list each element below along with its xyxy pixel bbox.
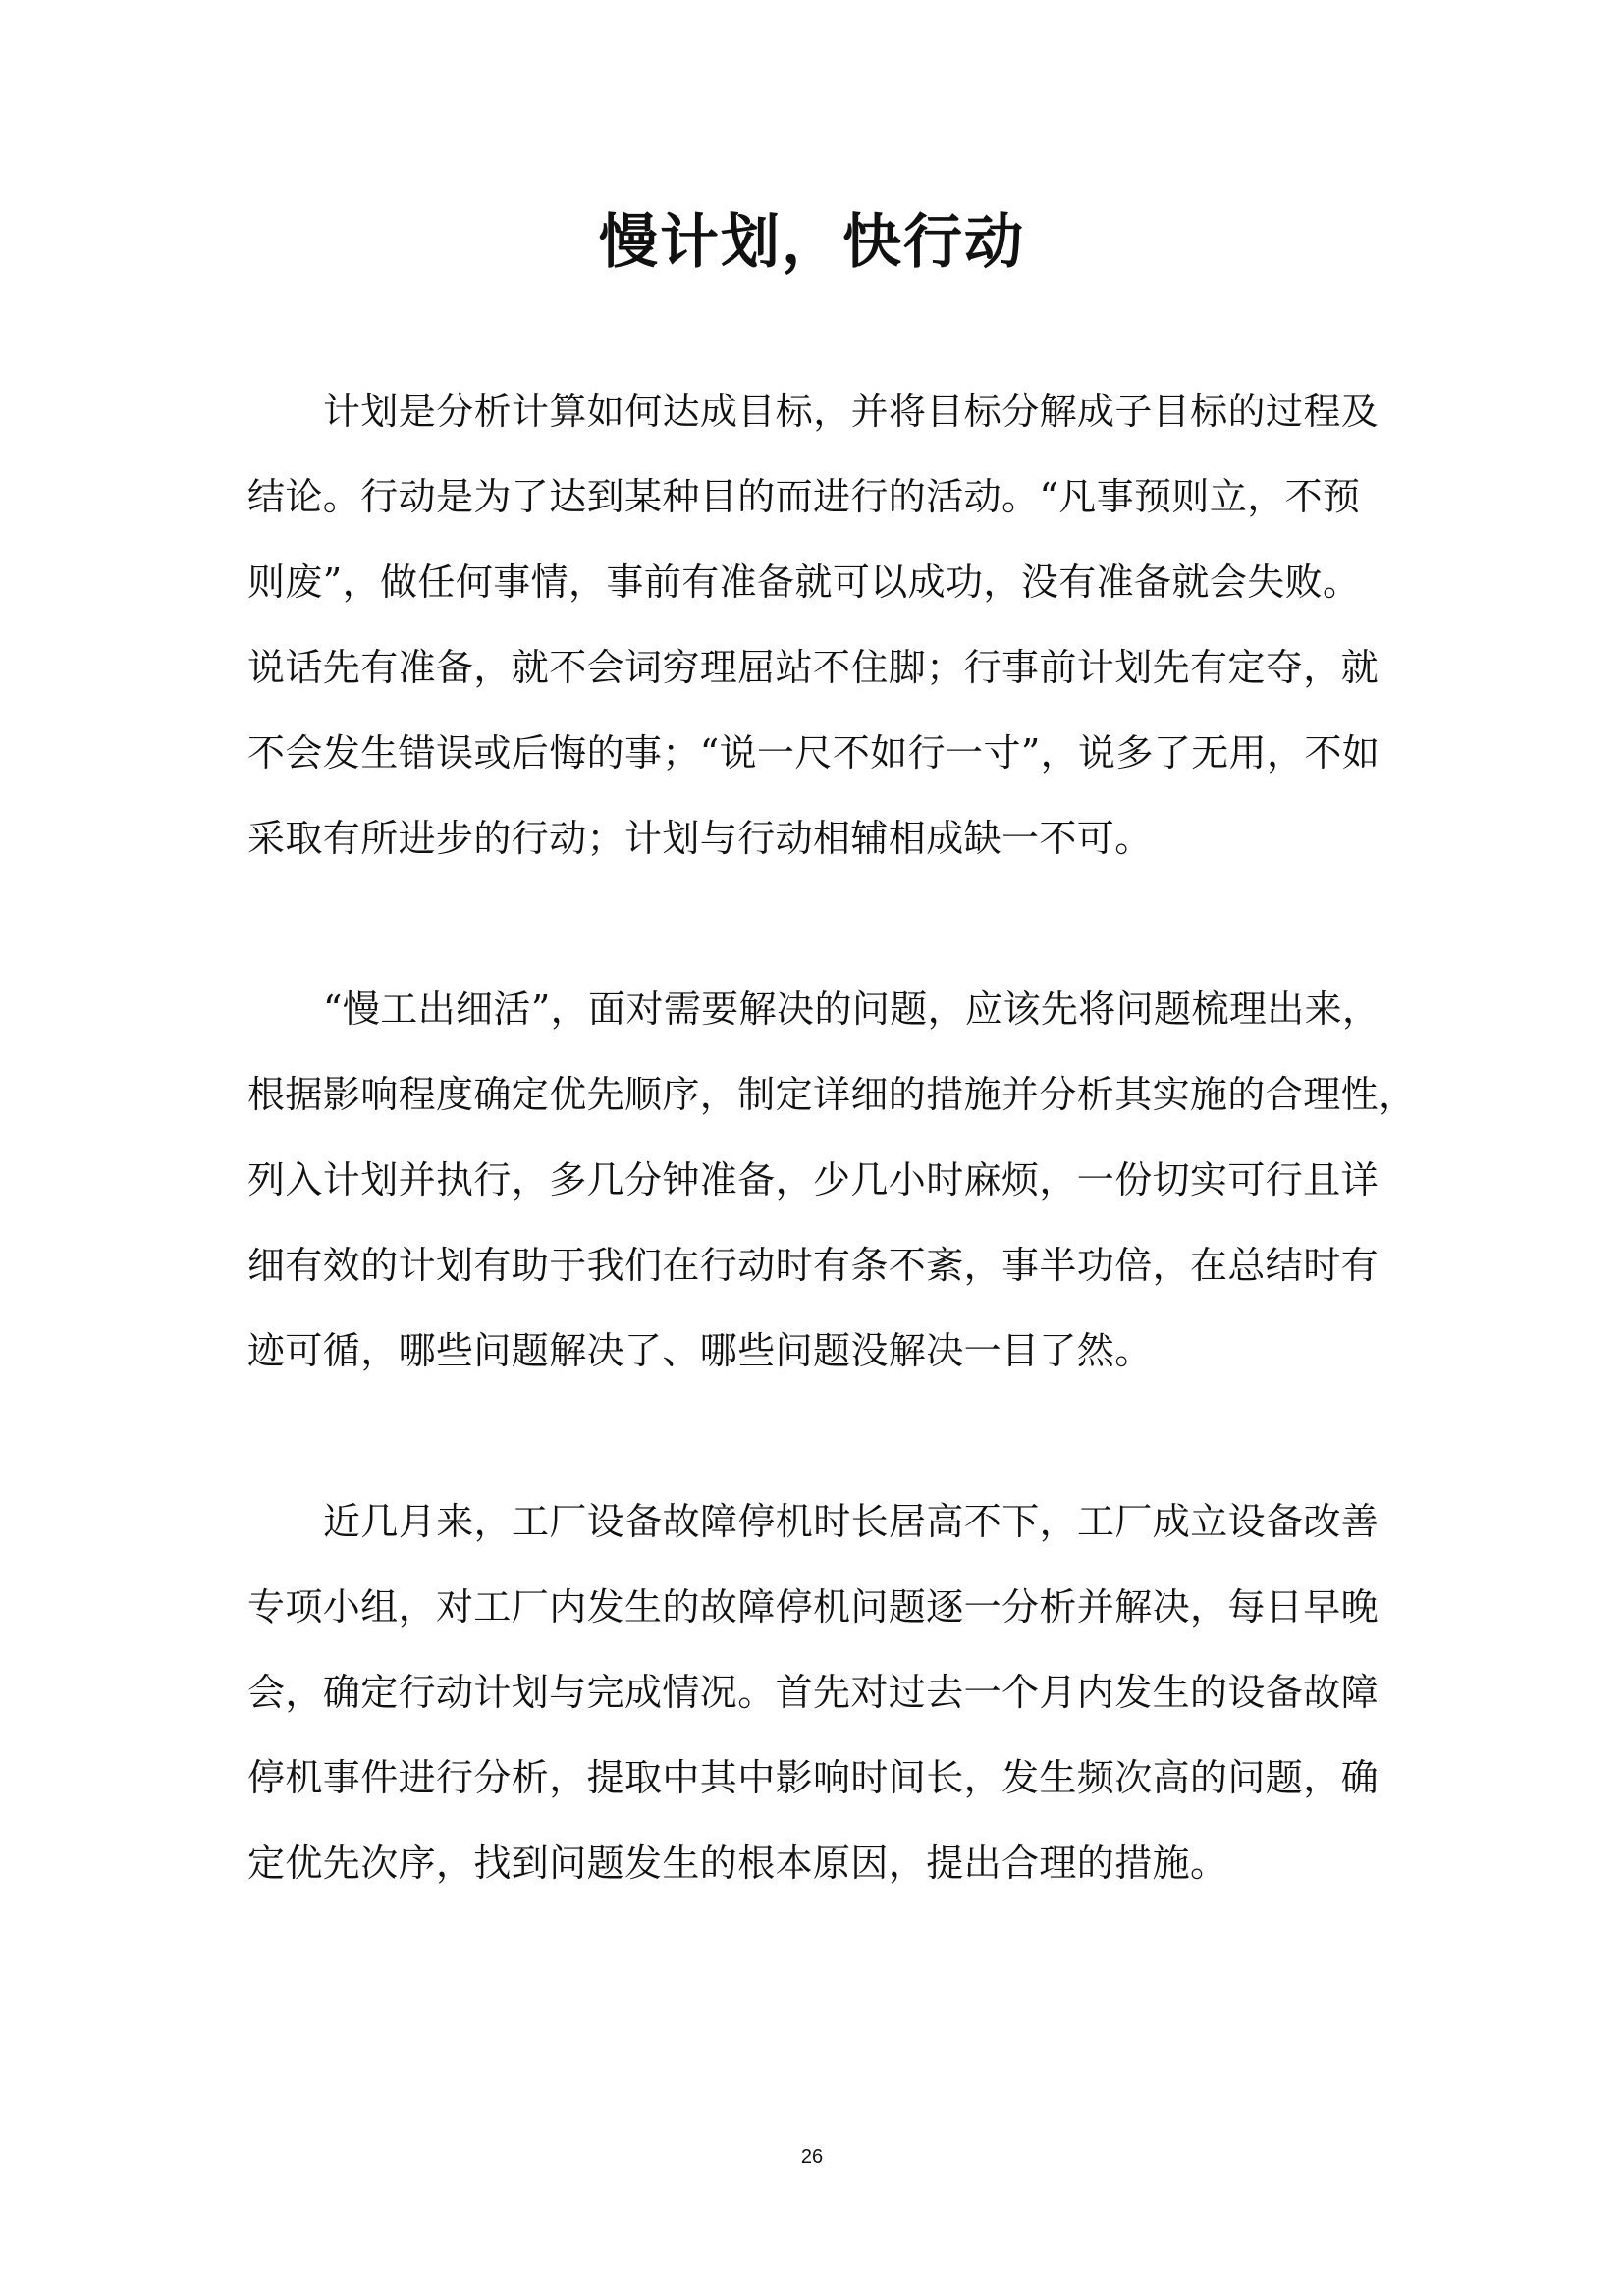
text-line: 计划是分析计算如何达成目标，并将目标分解成子目标的过程及 [323,390,1380,433]
text-line: 定优先次序，找到问题发生的根本原因，提出合理的措施。 [247,1842,1228,1885]
text-line: 列入计划并执行，多几分钟准备，少几小时麻烦，一份切实可行且详 [247,1158,1380,1201]
text-line: 说话先有准备，就不会词穷理屈站不住脚；行事前计划先有定夺，就 [247,646,1380,689]
text-line: 结论。行动是为了达到某种目的而进行的活动。“凡事预则立，不预 [247,475,1361,518]
text-line: 停机事件进行分析，提取中其中影响时间长，发生频次高的问题，确 [247,1756,1380,1799]
document-body [247,369,1417,1992]
text-line: 会，确定行动计划与完成情况。首先对过去一个月内发生的设备故障 [247,1671,1380,1714]
text-line: 不会发生错误或后悔的事；“说一尺不如行一寸”，说多了无用，不如 [247,731,1380,774]
document-title: 慢计划，快行动 [599,208,1025,277]
text-line: 迹可循，哪些问题解决了、哪些问题没解决一目了然。 [247,1329,1153,1372]
text-line: 根据影响程度确定优先顺序，制定详细的措施并分析其实施的合理性， [247,1073,1417,1116]
text-line: 专项小组，对工厂内发生的故障停机问题逐一分析并解决，每日早晚 [247,1585,1380,1629]
text-line: 则废”，做任何事情，事前有准备就可以成功，没有准备就会失败。 [247,561,1361,604]
page-number: 26 [800,2146,824,2167]
text-line: 近几月来，工厂设备故障停机时长居高不下，工厂成立设备改善 [323,1500,1380,1543]
paragraph [247,967,1417,1394]
paragraph [247,369,1386,881]
text-line: “慢工出细活”，面对需要解决的问题，应该先将问题梳理出来， [323,988,1380,1031]
paragraph [247,1479,1386,1906]
text-line: 细有效的计划有助于我们在行动时有条不紊，事半功倍，在总结时有 [247,1244,1380,1287]
text-line: 采取有所进步的行动；计划与行动相辅相成缺一不可。 [247,817,1153,860]
